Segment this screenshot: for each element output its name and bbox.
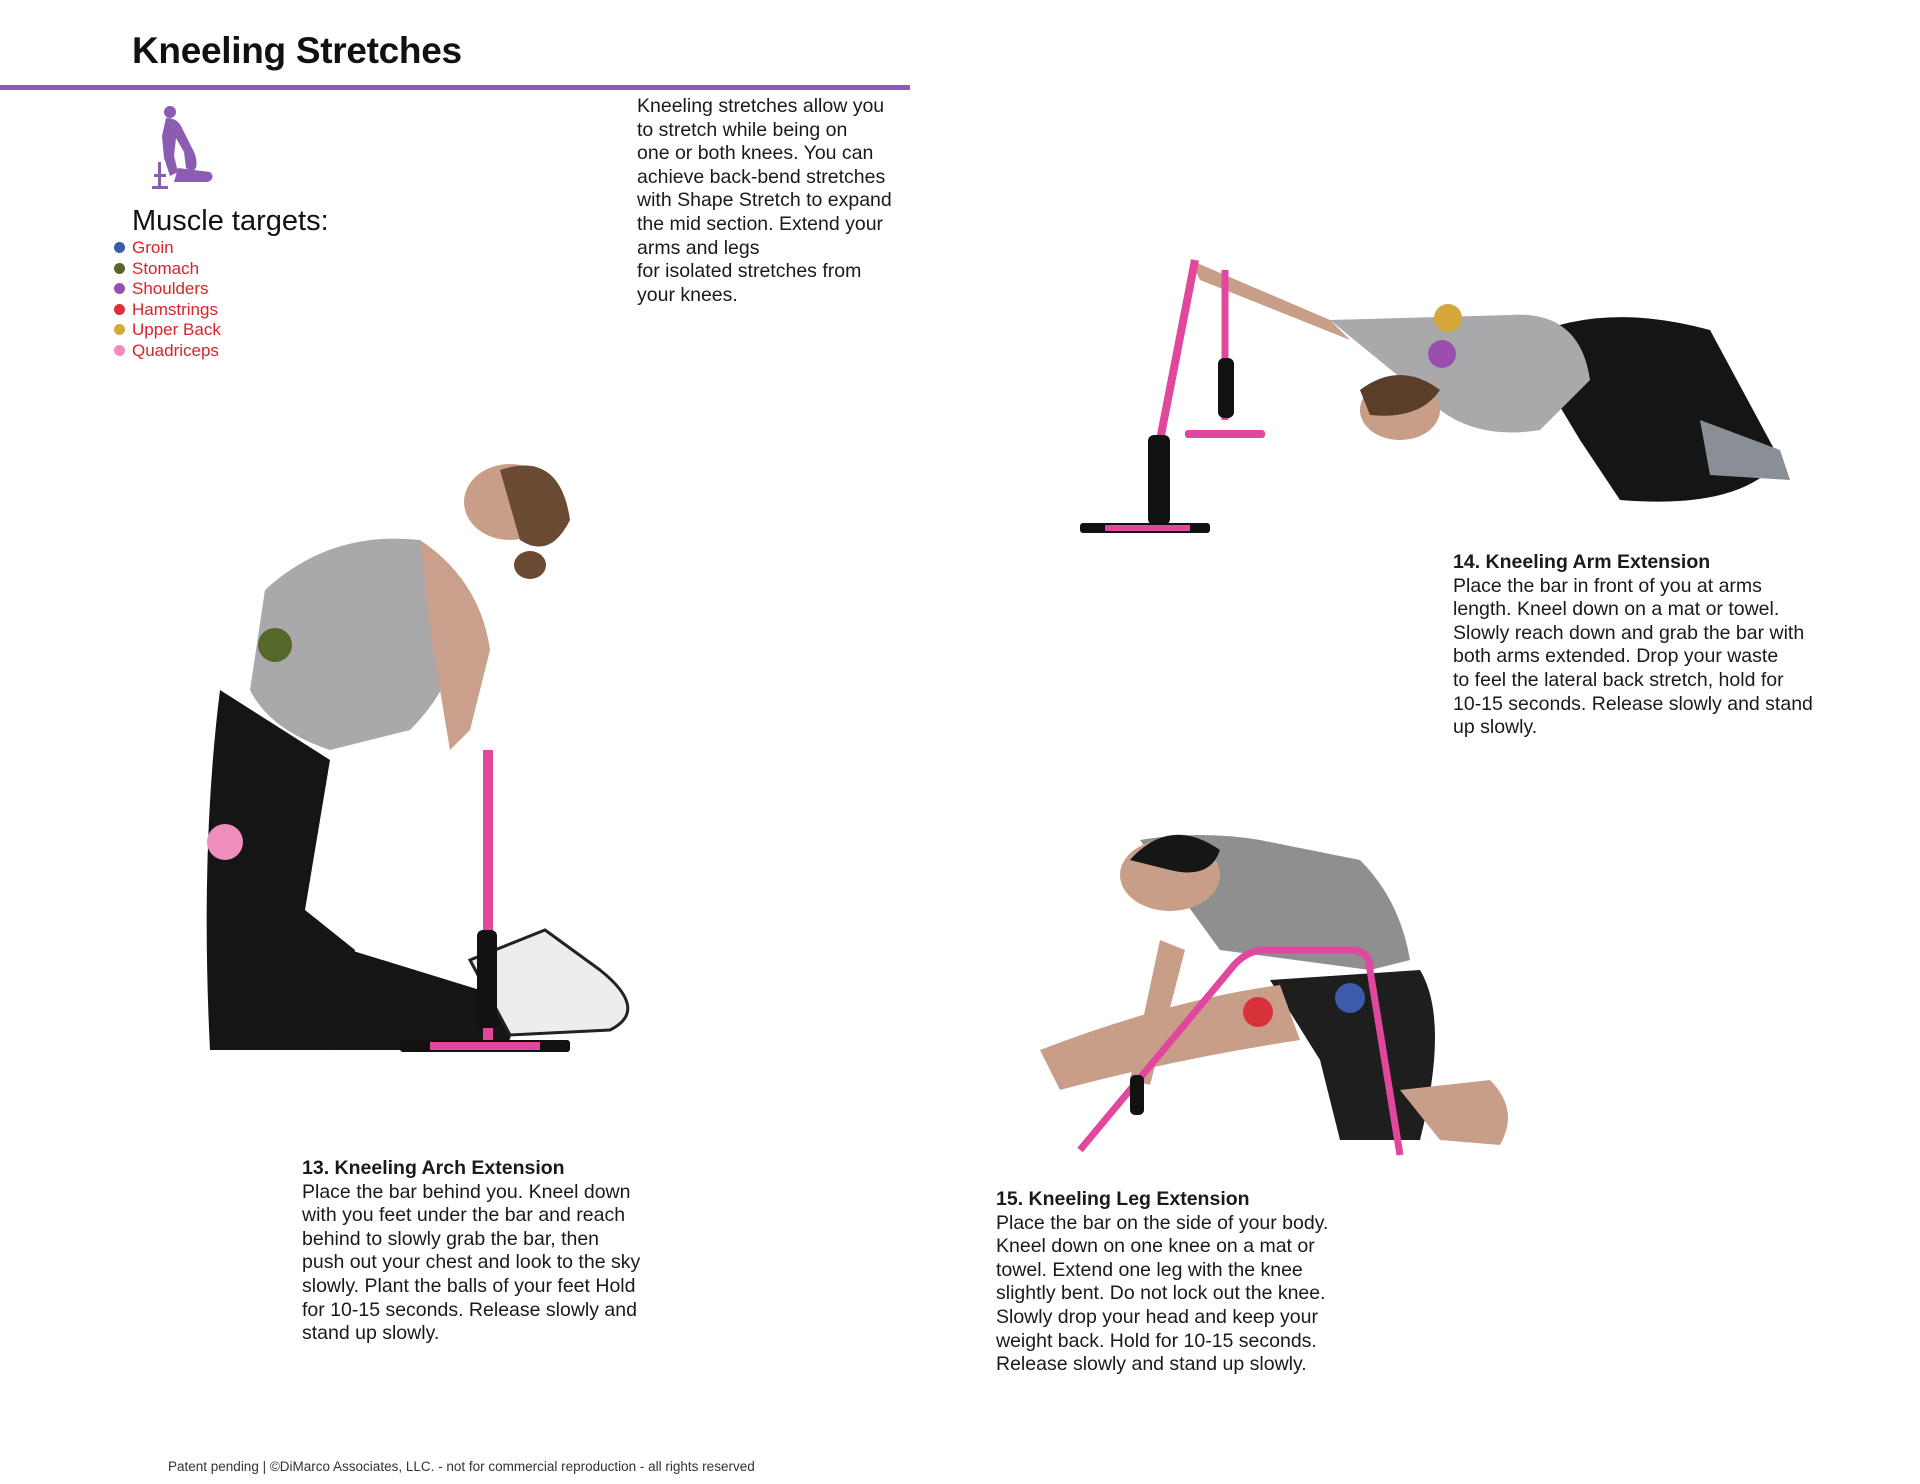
instruction-line: Slowly reach down and grab the bar with — [1453, 621, 1805, 644]
instruction-line: slowly. Plant the balls of your feet Hold — [302, 1274, 636, 1297]
instruction-line: stand up slowly. — [302, 1322, 440, 1345]
legend-item-stomach — [114, 259, 221, 280]
intro-line: one or both knees. You can — [637, 142, 874, 165]
hamstrings-dot-icon — [114, 304, 125, 315]
arm-extension-instructions — [1453, 551, 1843, 740]
leg-extension-instructions — [996, 1188, 1366, 1377]
intro-line: with Shape Stretch to expand — [637, 189, 892, 212]
footer-copyright: Patent pending | ©DiMarco Associates, LLC. - not for commercial reproduction - all rights reserved — [168, 1459, 755, 1474]
arm-extension-photo — [1060, 240, 1800, 540]
intro-line: your knees. — [637, 283, 738, 306]
leg-extension-photo — [1020, 820, 1540, 1165]
legend-label: Groin — [132, 238, 174, 257]
hamstrings-marker — [1243, 997, 1273, 1027]
arch-extension-photo — [180, 430, 700, 1110]
instruction-line: weight back. Hold for 10-15 seconds. — [996, 1329, 1317, 1352]
kneeling-figure-icon — [148, 102, 218, 194]
legend-item-quadriceps — [114, 341, 221, 362]
leg-extension-figure — [1040, 835, 1508, 1145]
instruction-line: Kneel down on one knee on a mat or — [996, 1235, 1315, 1258]
instruction-line: with you feet under the bar and reach — [302, 1204, 626, 1227]
exercise-heading: 14. Kneeling Arm Extension — [1453, 551, 1711, 573]
instruction-line: Place the bar in front of you at arms — [1453, 574, 1762, 597]
instruction-line: towel. Extend one leg with the knee — [996, 1258, 1303, 1281]
legend-item-groin — [114, 238, 221, 259]
legend-label: Quadriceps — [132, 340, 219, 360]
instruction-line: to feel the lateral back stretch, hold for — [1453, 668, 1784, 691]
instruction-line: 10-15 seconds. Release slowly and stand — [1453, 692, 1813, 715]
stomach-marker — [258, 628, 292, 662]
title-rule — [0, 85, 910, 90]
instruction-line: Place the bar behind you. Kneel down — [302, 1180, 631, 1203]
intro-line: for isolated stretches from — [637, 260, 862, 283]
legend-label: Upper Back — [132, 320, 221, 340]
stomach-dot-icon — [114, 263, 125, 274]
intro-line: to stretch while being on — [637, 118, 848, 141]
upper-back-dot-icon — [114, 324, 125, 335]
groin-dot-icon — [114, 242, 125, 253]
instruction-line: Place the bar on the side of your body. — [996, 1211, 1329, 1234]
shoulders-dot-icon — [114, 283, 125, 294]
arch-extension-figure — [207, 464, 628, 1050]
instruction-line: up slowly. — [1453, 716, 1538, 739]
quadriceps-marker — [207, 824, 243, 860]
instruction-line: Release slowly and stand up slowly. — [996, 1353, 1307, 1376]
instruction-line: push out your chest and look to the sky — [302, 1251, 641, 1274]
instruction-line: behind to slowly grab the bar, then — [302, 1227, 600, 1250]
legend-label: Shoulders — [132, 279, 209, 299]
legend-item-upper-back — [114, 320, 221, 341]
instruction-line: Slowly drop your head and keep your — [996, 1305, 1318, 1328]
exercise-heading: 15. Kneeling Leg Extension — [996, 1188, 1250, 1210]
quadriceps-dot-icon — [114, 345, 125, 356]
intro-line: achieve back-bend stretches — [637, 165, 886, 188]
page-title: Kneeling Stretches — [132, 30, 462, 71]
arm-extension-figure — [1190, 260, 1790, 502]
legend-item-hamstrings — [114, 300, 221, 321]
instruction-line: both arms extended. Drop your waste — [1453, 645, 1779, 668]
instruction-line: for 10-15 seconds. Release slowly and — [302, 1298, 637, 1321]
shoulders-marker — [1428, 340, 1456, 368]
intro-line: Kneeling stretches allow you — [637, 95, 885, 117]
instruction-line: length. Kneel down on a mat or towel. — [1453, 598, 1780, 621]
muscle-targets-heading: Muscle targets: — [132, 205, 329, 237]
instruction-line: slightly bent. Do not lock out the knee. — [996, 1282, 1326, 1305]
intro-line: arms and legs — [637, 236, 760, 259]
groin-marker — [1335, 983, 1365, 1013]
legend-item-shoulders — [114, 279, 221, 300]
exercise-heading: 13. Kneeling Arch Extension — [302, 1157, 565, 1179]
stretch-bar — [1080, 260, 1265, 533]
arch-extension-instructions — [302, 1157, 682, 1346]
legend-label: Hamstrings — [132, 299, 218, 319]
upper-back-marker — [1434, 304, 1462, 332]
muscle-targets-legend — [114, 238, 221, 362]
intro-paragraph — [637, 95, 937, 307]
intro-line: the mid section. Extend your — [637, 212, 884, 235]
legend-label: Stomach — [132, 258, 200, 278]
